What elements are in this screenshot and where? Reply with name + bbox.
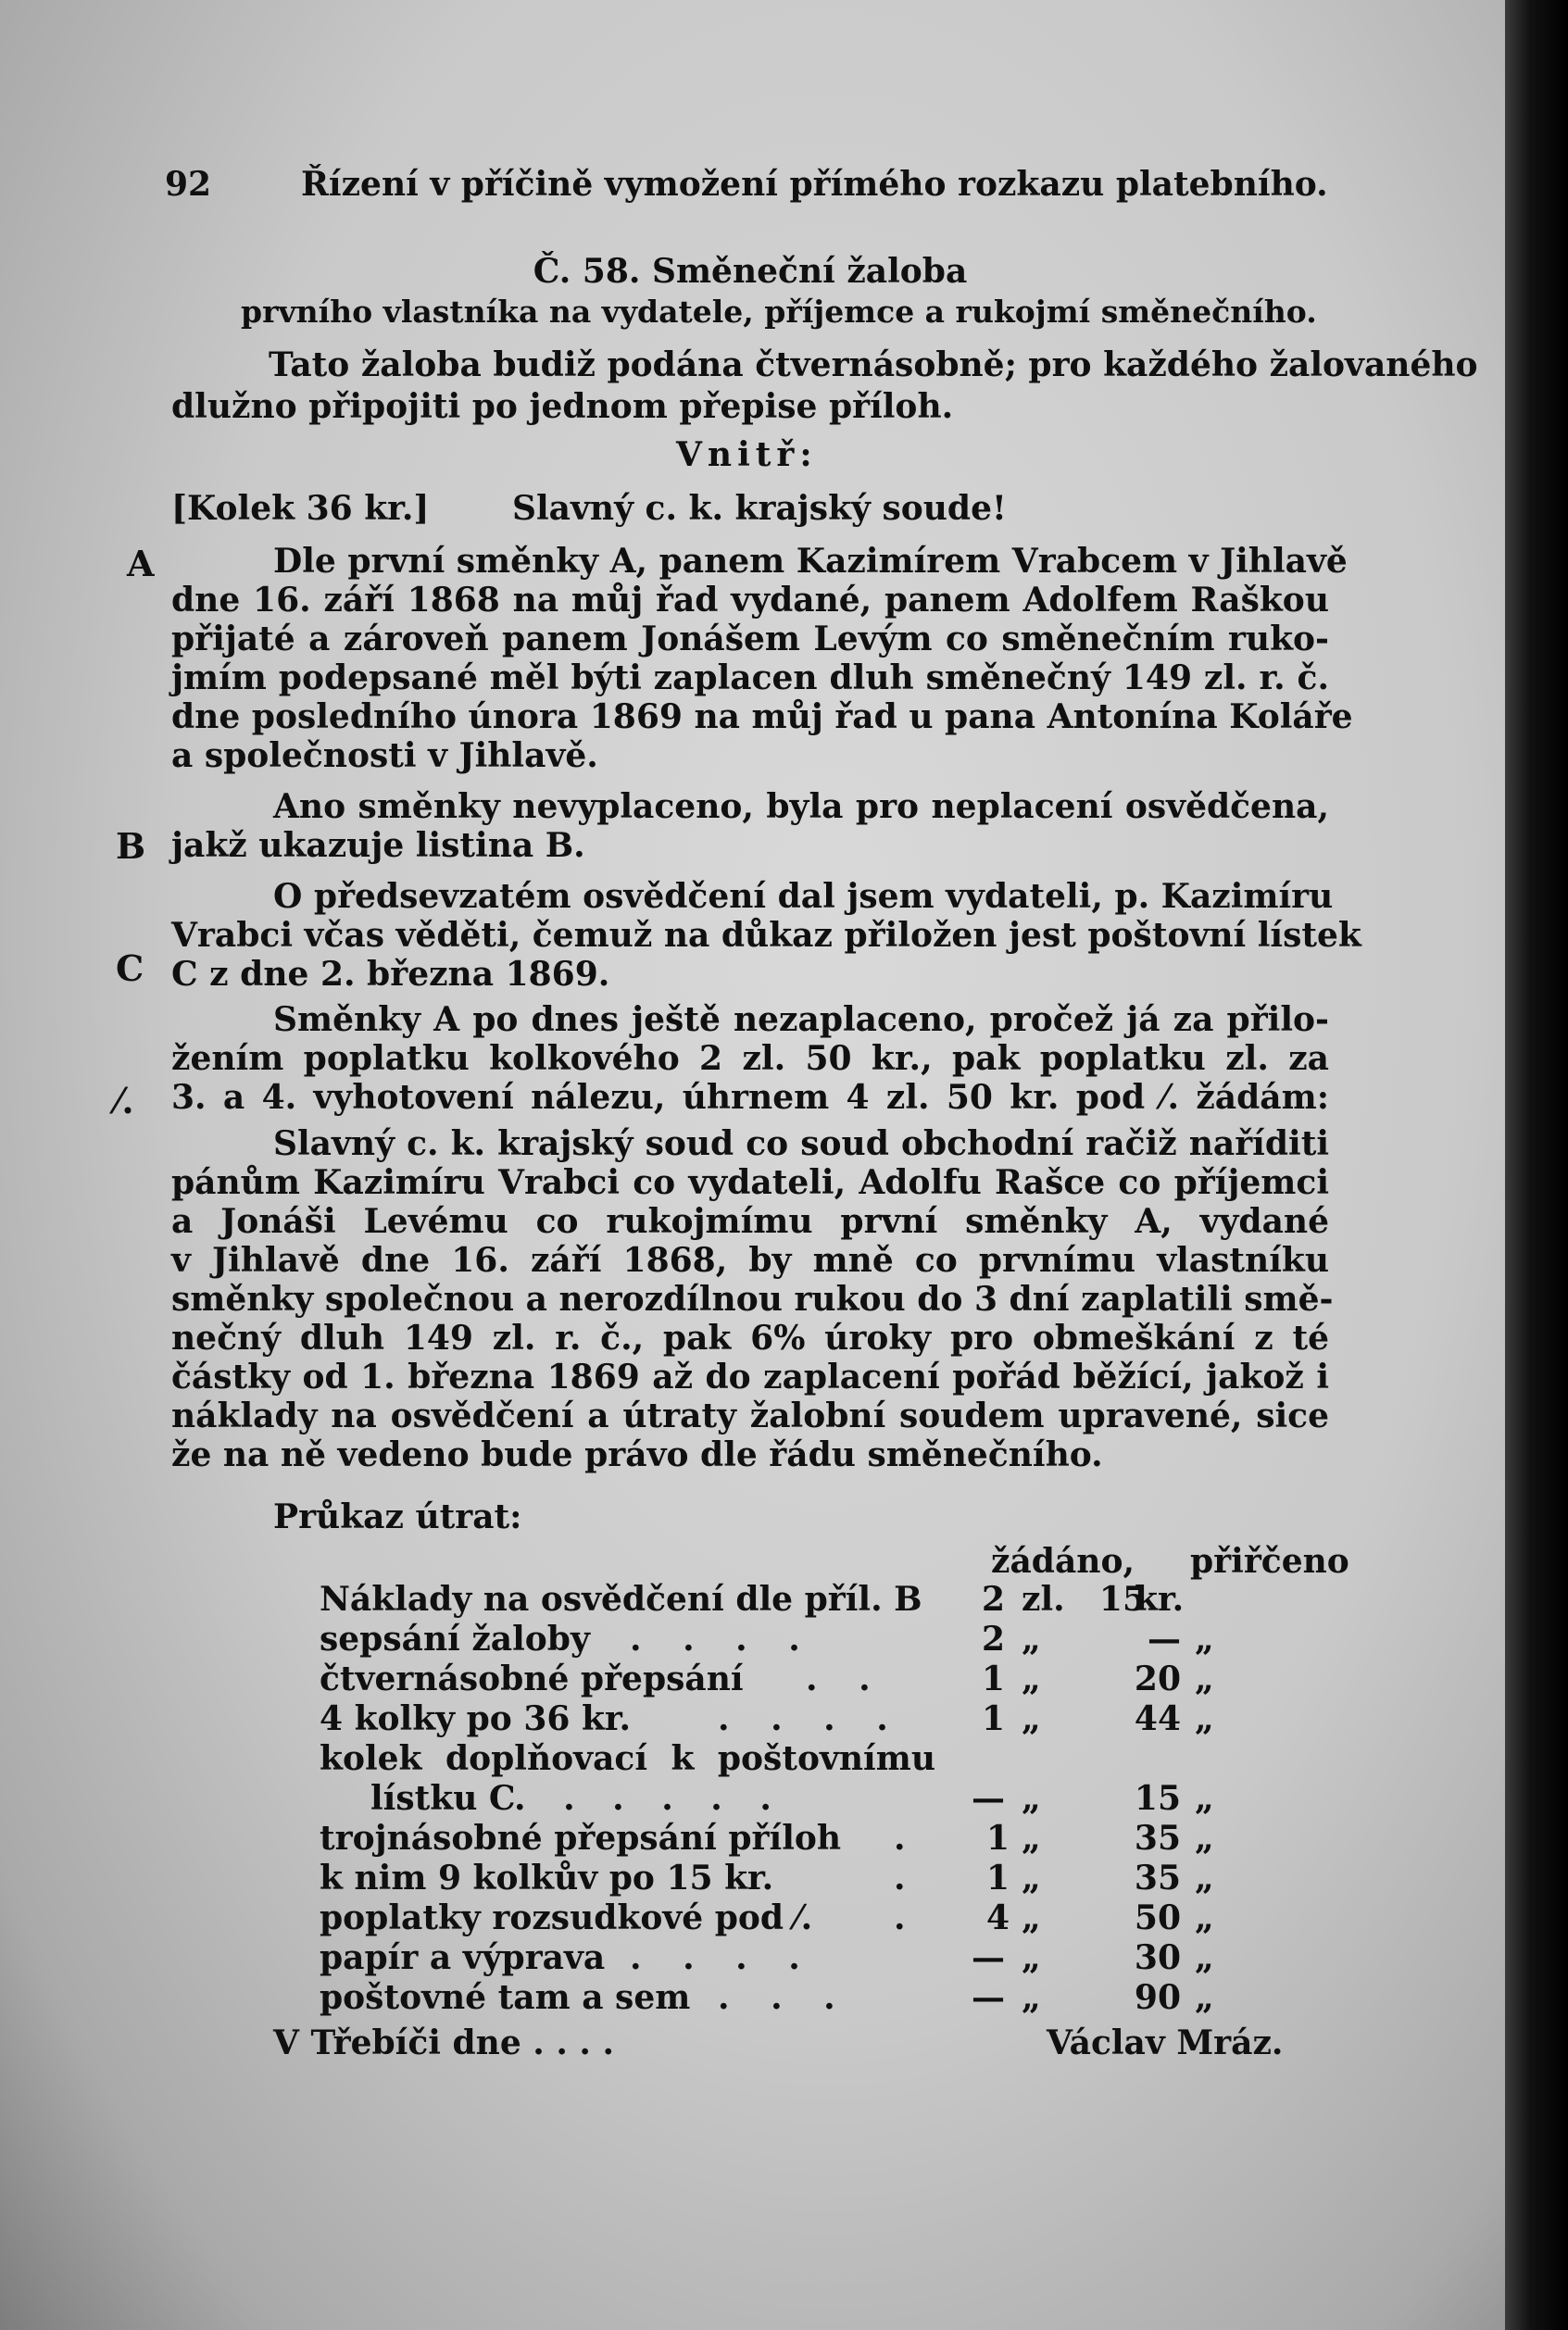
running-title: Řízení v příčině vymožení přímého rozkazu platebního. [301,165,1328,204]
cost-row [320,1898,1301,1937]
cost-item: poplatky rozsudkové pod ⁄. [320,1898,813,1937]
cost-row [320,1938,1301,1977]
cost-dots: . [894,1819,921,1858]
body-line-23: že na ně vedeno bude právo dle řádu směnečního. [171,1435,1103,1474]
cost-kr-unit: „ [1195,1620,1214,1659]
book-spine-shadow [1505,0,1568,2330]
cost-zl-unit: „ [1022,1978,1041,2017]
cost-zl-unit: „ [1022,1699,1041,1738]
cost-zl: 4 [985,1898,1010,1937]
signature: Václav Mráz. [1047,2023,1284,2062]
cost-dots: . [894,1898,921,1937]
cost-zl: — [972,1938,1005,1977]
cost-kr-unit: „ [1195,1699,1214,1738]
cost-dots: . [894,1859,921,1898]
cost-row [320,1819,1301,1858]
cost-kr-unit: „ [1195,1859,1214,1898]
place-date: V Třebíči dne . . . . [273,2023,614,2062]
costs-heading: Průkaz útrat: [273,1497,522,1536]
cost-dots: . . . [718,1978,850,2017]
col-awarded: přiřčeno [1190,1542,1349,1581]
cost-dots: . . . . [630,1620,815,1659]
cost-item: sepsání žaloby [320,1620,590,1659]
body-line-9: O předsevzatém osvědčení dal jsem vydateli, p. Kazimíru [273,877,1334,916]
instruction-line-2: dlužno připojiti po jednom přepise příloh. [171,387,954,426]
cost-item: Náklady na osvědčení dle příl. B [320,1580,922,1619]
cost-row [320,1739,1301,1778]
body-line-21: částky od 1. března 1869 až do zaplacení pořád běžící, jakož i [171,1358,1329,1397]
col-requested: žádáno, [991,1542,1135,1581]
cost-row [320,1859,1301,1898]
cost-zl: 1 [981,1660,1005,1698]
cost-zl-unit: zl. [1022,1580,1065,1619]
form-number-title [370,252,1130,291]
body-line-18: v Jihlavě dne 16. září 1868, by mně co prvnímu vlastníku [171,1241,1329,1280]
cost-kr: 50 [1134,1898,1181,1937]
cost-row [320,1620,1301,1659]
cost-kr-unit: „ [1195,1819,1214,1858]
body-line-15: Slavný c. k. krajský soud co soud obchodní račiž naříditi [273,1124,1329,1163]
cost-kr: 44 [1134,1699,1181,1738]
cost-item: k nim 9 kolkův po 15 kr. [320,1859,774,1898]
cost-zl-unit: „ [1022,1660,1041,1698]
cost-kr: 35 [1134,1819,1181,1858]
body-line-22: náklady na osvědčení a útraty žalobní soudem upravené, sice [171,1397,1329,1435]
cost-kr-unit: „ [1195,1660,1214,1698]
cost-kr: 30 [1134,1938,1181,1977]
cost-zl-unit: „ [1022,1898,1041,1937]
cost-zl-unit: „ [1022,1938,1041,1977]
inner-label: Vnitř: [676,435,818,474]
body-line-2: dne 16. září 1868 na můj řad vydané, panem Adolfem Raškou [171,581,1329,620]
cost-row [320,1580,1301,1619]
body-line-12: Směnky A po dnes ještě nezaplaceno, pročež já za přilo- [273,1000,1329,1039]
cost-item: 4 kolky po 36 kr. [320,1699,632,1738]
cost-item: trojnásobné přepsání příloh [320,1819,842,1858]
body-line-16: pánům Kazimíru Vrabci co vydateli, Adolfu Rašce co příjemci [171,1163,1329,1202]
body-line-8: jakž ukazuje listina B. [171,826,585,865]
cost-zl: 2 [981,1580,1005,1619]
cost-kr-unit: „ [1195,1779,1214,1818]
margin-mark-c: C [116,947,144,989]
page-number: 92 [165,165,212,204]
cost-kr-unit: kr. [1135,1580,1185,1619]
cost-kr-unit: „ [1195,1898,1214,1937]
cost-row [320,1978,1301,2017]
cost-zl-unit: „ [1022,1620,1041,1659]
margin-mark-b: B [116,825,146,867]
cost-kr: 20 [1134,1660,1181,1698]
body-line-19: směnky společnou a nerozdílnou rukou do 3 dní zaplatili smě- [171,1280,1334,1319]
cost-kr-unit: „ [1195,1938,1214,1977]
cost-item: poštovné tam a sem [320,1978,691,2017]
cost-zl: — [972,1779,1005,1818]
body-line-17: a Jonáši Levému co rukojmímu první směnky A, vydané [171,1202,1329,1241]
cost-dots: . . . . [630,1938,815,1977]
cost-item: papír a výprava [320,1938,606,1977]
cost-item: lístku C [370,1779,516,1818]
cost-zl: — [972,1978,1005,2017]
body-line-7: Ano směnky nevyplaceno, byla pro neplacení osvědčena, [273,787,1329,826]
cost-row [320,1660,1301,1698]
cost-kr: 35 [1134,1859,1181,1898]
cost-zl: 2 [981,1620,1005,1659]
cost-item: čtvernásobné přepsání [320,1660,744,1698]
body-line-11: C z dne 2. března 1869. [171,955,610,994]
body-line-6: a společnosti v Jihlavě. [171,736,598,775]
cost-kr: — [1148,1620,1181,1659]
body-line-1: Dle první směnky A, panem Kazimírem Vrabcem v Jihlavě [273,542,1348,581]
body-line-13: žením poplatku kolkového 2 zl. 50 kr., pak poplatku zl. za [171,1039,1329,1078]
cost-dots: . . . . [718,1699,903,1738]
cost-zl: 1 [981,1699,1005,1738]
body-line-10: Vrabci včas věděti, čemuž na důkaz přiložen jest poštovní lístek [171,916,1361,955]
instruction-line-1: Tato žaloba budiž podána čtvernásobně; pro každého žalovaného [269,345,1478,384]
form-number: Č. 58. [533,252,641,291]
form-title: Směneční žaloba [651,252,968,291]
cost-dots: . . [806,1660,885,1698]
margin-mark-a: A [127,543,155,584]
body-line-14: 3. a 4. vyhotovení nálezu, úhrnem 4 zl. 50 kr. pod ⁄. žádám: [171,1078,1329,1117]
salutation: Slavný c. k. krajský soude! [512,489,1007,528]
cost-zl-unit: „ [1022,1779,1041,1818]
cost-dots: . . . . . . [514,1779,784,1818]
cost-kr: 90 [1134,1978,1181,2017]
cost-row [370,1779,1352,1818]
cost-kr: 15 [1134,1779,1181,1818]
margin-mark-slash: ⁄. [116,1080,134,1121]
form-subtitle: prvního vlastníka na vydatele, příjemce a rukojmí směnečního. [241,294,1317,330]
cost-zl-unit: „ [1022,1819,1041,1858]
cost-zl-unit: „ [1022,1859,1041,1898]
stamp-note: [Kolek 36 kr.] [171,489,430,528]
body-line-5: dne posledního února 1869 na můj řad u pana Antonína Koláře [171,697,1353,736]
cost-kr: 15 [1098,1580,1146,1619]
body-line-3: přijaté a zároveň panem Jonášem Levým co směnečním ruko- [171,620,1329,658]
body-line-4: jmím podepsané měl býti zaplacen dluh směnečný 149 zl. r. č. [171,658,1329,697]
cost-row [320,1699,1301,1738]
body-line-20: nečný dluh 149 zl. r. č., pak 6% úroky pro obmeškání z té [171,1319,1329,1358]
cost-zl: 1 [985,1819,1010,1858]
cost-kr-unit: „ [1195,1978,1214,2017]
cost-zl: 1 [985,1859,1010,1898]
cost-item: kolek doplňovací k poštovnímu [320,1739,935,1778]
